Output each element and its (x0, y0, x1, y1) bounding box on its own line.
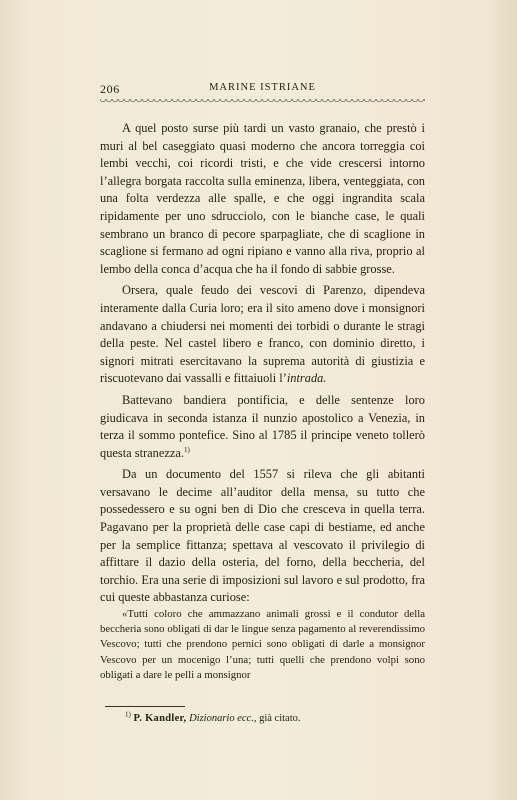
footnote-marker: 1) (125, 710, 131, 719)
paragraph-text: Orsera, quale feudo dei vescovi di Parenzo, dipendeva interamente dalla Curia loro; era il sito ameno dove i monsignori andavano a chiudersi nei momenti dei torbidi o durante le stragi della peste. Nel castel libero e franco, con dominio diretto, i signori mitrati esercitavano la suprema autorità di giustizia e riscuotevano dai vassalli e fittaiuoli l’ (100, 283, 425, 386)
italic-term: intrada. (286, 371, 327, 386)
footnote-rule (105, 706, 185, 707)
footnote (125, 712, 425, 726)
decorative-wavy-rule (100, 99, 425, 105)
paragraph-text: Battevano bandiera pontificia, e delle sentenze loro giudicava in seconda istanza il nunzio apostolico a Venezia, in terza il sommo pontefice. Sino al 1785 il principe veneto tollerò questa stranezza. (100, 392, 425, 460)
paragraph: Da un documento del 1557 si rileva che gli abitanti versavano le decime all’auditor della mensa, su tutto che possedessero e su ogni ben di Dio che cresceva in quella terra. Pagavano per la proprietà delle case capi di bestiame, ed anche per la semplice fittanza; spettava al vescovato il privilegio di affittare il dazio della osteria, del forno, della beccheria, del torchio. Era una serie di imposizioni sul lavoro e sul prodotto, fra cui queste abbastanza curiose: (100, 467, 425, 605)
paragraph (100, 392, 425, 462)
footnote-note: già citato. (259, 713, 301, 724)
body-text (100, 120, 425, 687)
running-title: MARINE ISTRIANE (209, 82, 316, 93)
paragraph: A quel posto surse più tardi un vasto granaio, che prestò i muri al bel caseggiato quasi moderno che ancora torreggia coi lembi vecchi, coi ricordi tristi, e che vide crescersi intorno l’allegra borgata raccolta sulla eminenza, libera, venteggiata, con una folta verdezza alle spalle, e che oggi ingrandita scala ripidamente per uno sdrucciolo, con le bianche case, le quali sembrano un branco di pecore sparpagliate, che di scaglione in scaglione si fermano ad ogni ripiano e vanno alla riva, proprio al lembo della conca d’acqua che ha il fondo di sabbie grosse. (100, 121, 425, 276)
footnote-title: Dizionario ecc., (189, 713, 257, 724)
paragraph (100, 282, 425, 388)
page-number: 206 (100, 82, 120, 96)
footnote-author: P. Kandler, (133, 713, 187, 724)
footnote-reference: 1) (183, 445, 190, 454)
block-quote: «Tutti coloro che ammazzano animali grossi e il condutor della beccheria sono obligati di dar le lingue senza pagamento al reverendissimo Vescovo; tutti che prendono pernici sono obligati di darle a monsignor Vescovo per un mocenigo l’una; tutti quelli che prendono volpi sono obligati a dare le pelli a monsignor (100, 608, 425, 681)
